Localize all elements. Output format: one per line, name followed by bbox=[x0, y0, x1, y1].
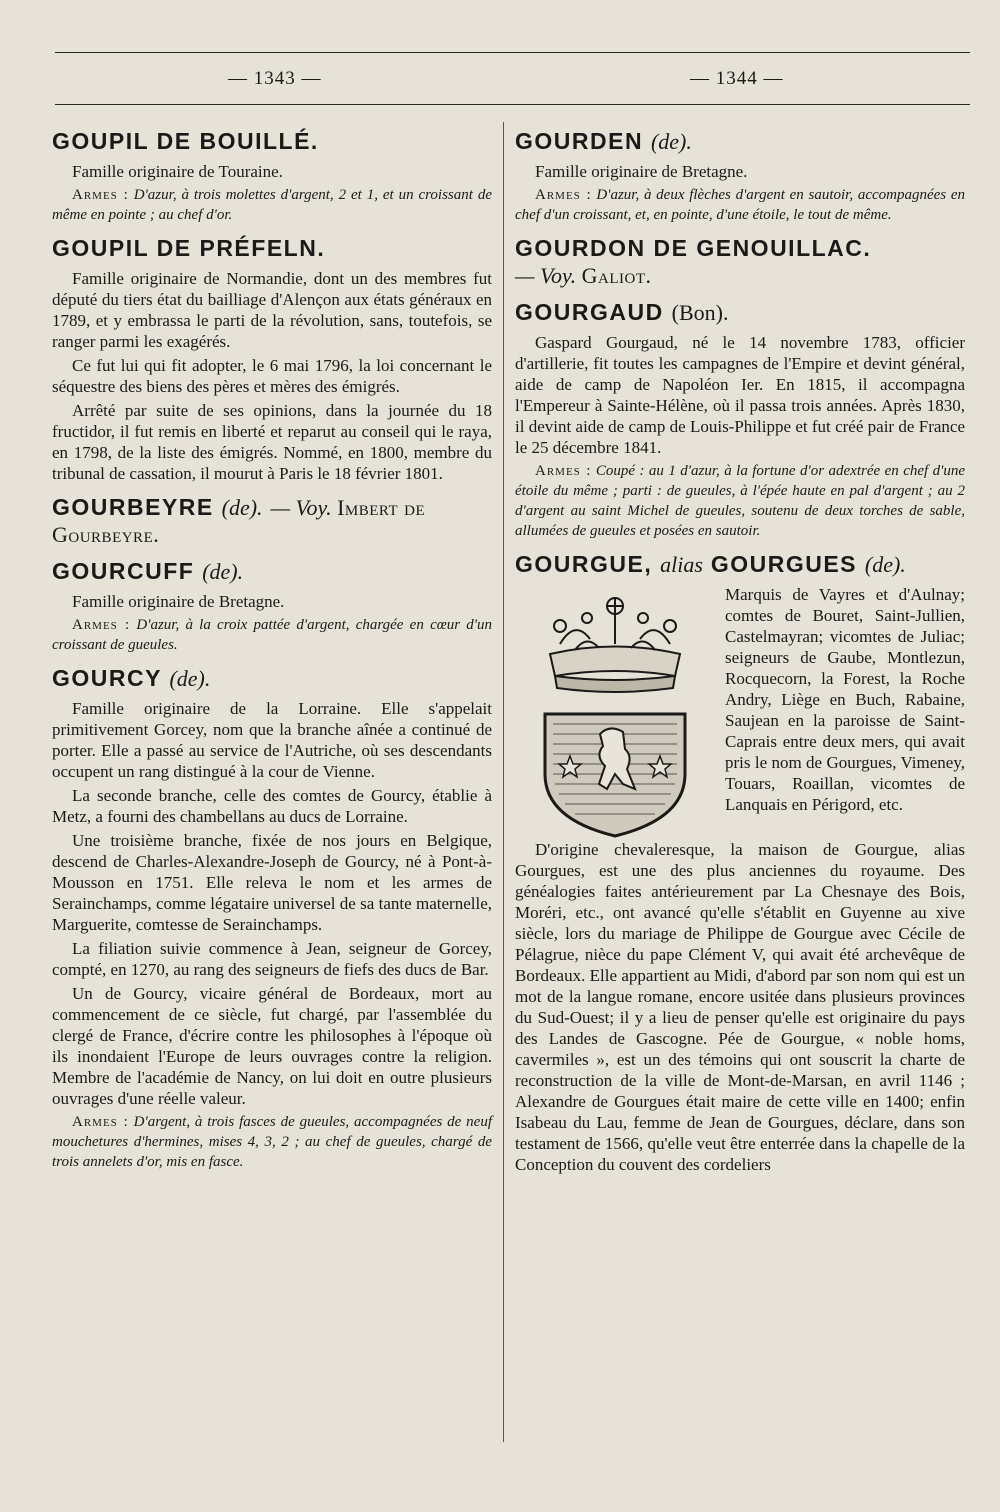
title-name-alt: GOURGUES bbox=[710, 551, 857, 577]
title-name: GOURCUFF bbox=[52, 558, 195, 584]
entry-paragraph: Une troisième branche, fixée de nos jours en Belgique, descend de Charles-Alexandre-Joseph de Gourcy, né à Pont-à-Mousson en 1751. Elle releva le nom et les armes de Serainchamps, comme légataire universel de sa tante maternelle, Marguerite, comtesse de Serainchamps. bbox=[52, 831, 492, 934]
entry-gourdon bbox=[515, 235, 965, 289]
entry-arms bbox=[52, 615, 492, 655]
arms-text: D'argent, à trois fasces de gueules, accompagnées de neuf mouchetures d'hermines, mises 4, 3, 2 ; au chef de gueules, chargé de trois annelets d'or, mis en fasce. bbox=[52, 1114, 492, 1170]
entry-gourgaud bbox=[515, 299, 965, 541]
entry-goupil-bouille bbox=[52, 128, 492, 225]
entry-gourgue bbox=[515, 551, 965, 1175]
title-name: GOURCY bbox=[52, 665, 162, 691]
entry-paragraph: Ce fut lui qui fit adopter, le 6 mai 1796, la loi concernant le séquestre des biens des pères et mères des émigrés. bbox=[52, 356, 492, 396]
right-column bbox=[515, 118, 965, 1185]
entry-gourcuff bbox=[52, 558, 492, 655]
coat-of-arms-icon bbox=[515, 584, 715, 839]
entry-paragraph: Famille originaire de la Lorraine. Elle s'appelait primitivement Gorcey, nom que la branche aînée a continué de porter. Elle a passé au service de l'Autriche, où ses descendants occupent un rang distingué à la cour de Vienne. bbox=[52, 699, 492, 781]
entry-arms bbox=[515, 185, 965, 225]
entry-origin: Famille originaire de Bretagne. bbox=[72, 592, 285, 611]
title-particle: (de). bbox=[864, 552, 906, 577]
title-particle: (Bon). bbox=[671, 300, 729, 325]
entry-gourbeyre bbox=[52, 494, 492, 548]
entry-paragraph: La filiation suivie commence à Jean, seigneur de Gorcey, compté, en 1270, au rang des seigneurs de fiefs des ducs de Bar. bbox=[52, 939, 492, 979]
title-name: GOURDON DE GENOUILLAC. bbox=[515, 235, 872, 261]
entry-title bbox=[52, 494, 492, 548]
arms-label: Armes : bbox=[535, 463, 592, 479]
entry-arms bbox=[515, 461, 965, 541]
column-divider bbox=[503, 122, 504, 1442]
voy-target: Imbert de Gourbeyre. bbox=[52, 495, 426, 547]
voy-target: Galiot. bbox=[581, 263, 652, 288]
crest-area bbox=[515, 584, 965, 839]
entry-paragraph: Arrêté par suite de ses opinions, dans la journée du 18 fructidor, il fut remis en liberté et reparut au conseil qui le raya, en 1798, de la liste des émigrés. Nommé, en 1800, membre du tribunal de cassation, il mourut à Paris le 18 février 1801. bbox=[52, 401, 492, 483]
title-particle: (de). bbox=[650, 129, 692, 154]
title-name: GOURGUE, bbox=[515, 551, 653, 577]
entry-arms bbox=[52, 1112, 492, 1172]
titles-text: Marquis de Vayres et d'Aulnay; comtes de Bouret, Saint-Jullien, Castelmayran; vicomtes de Juliac; seigneurs de Gaube, Montlezun, Rocquecorn, la Forest, la Roche Andry, Liège en Buch, Rabaine, Saujean en la paroisse de Saint-Caprais entre deux mers, qui avait pris le nom de Gourgues, Vimeney, Touars, Roaillan, vicomtes de Lanquais en Périgord, etc. bbox=[725, 585, 965, 814]
arms-label: Armes : bbox=[535, 187, 592, 203]
header-rule bbox=[55, 104, 970, 105]
title-name: GOURBEYRE bbox=[52, 494, 214, 520]
entry-title bbox=[52, 665, 492, 692]
entry-title: GOUPIL DE PRÉFELN. bbox=[52, 235, 326, 261]
entry-paragraph: Gaspard Gourgaud, né le 14 novembre 1783, officier d'artillerie, fit toutes les campagnes de l'Empire et devint général, aide de camp de Napoléon Ier. En 1815, il accompagna l'Empereur à Sainte-Hélène, où il passa trois années. Après 1830, il devint aide de camp de Louis-Philippe et fut créé pair de France le 25 décembre 1841. bbox=[515, 333, 965, 457]
entry-origin: Famille originaire de Bretagne. bbox=[535, 162, 748, 181]
arms-text: D'azur, à trois molettes d'argent, 2 et 1, et un croissant de même en pointe ; au chef d'or. bbox=[52, 187, 492, 223]
coat-of-arms-image bbox=[515, 584, 715, 839]
arms-label: Armes : bbox=[72, 617, 131, 633]
title-alias: alias bbox=[660, 552, 703, 577]
entry-origin: Famille originaire de Touraine. bbox=[72, 162, 283, 181]
entry-paragraph: Un de Gourcy, vicaire général de Bordeaux, mort au commencement de ce siècle, fut chargé, par l'assemblée du clergé de France, d'écrire contre les philosophes à l'époque où ils inondaient l'Europe de leurs ouvrages contre la religion. Membre de l'académie de Nancy, on lui doit en outre plusieurs ouvrages d'une réelle valeur. bbox=[52, 984, 492, 1108]
voy-ref bbox=[515, 263, 652, 288]
entry-paragraph: Famille originaire de Normandie, dont un des membres fut député du tiers état du bailliage d'Alençon aux états généraux en 1789, et y embrassa le parti de la révolution, sans, toutefois, se ranger parmi les exagérés. bbox=[52, 269, 492, 351]
arms-label: Armes : bbox=[72, 187, 129, 203]
left-column bbox=[52, 118, 492, 1182]
top-rule bbox=[55, 52, 970, 53]
title-name: GOURGAUD bbox=[515, 299, 664, 325]
title-particle: (de). bbox=[221, 495, 263, 520]
title-particle: (de). bbox=[169, 666, 211, 691]
entry-title bbox=[52, 558, 492, 585]
arms-text: D'azur, à la croix pattée d'argent, chargée en cœur d'un croissant de gueules. bbox=[52, 617, 492, 653]
arms-text: Coupé : au 1 d'azur, à la fortune d'or adextrée en chef d'une étoile du même ; parti : de gueules, à l'épée haute en pal d'argent ; au 2 d'argent au saint Michel de gueules, soutenu de deux torches de sable, allumées de gueules et posées en sautoir. bbox=[515, 463, 965, 539]
entry-title bbox=[515, 551, 965, 578]
voy-label: — Voy. bbox=[270, 495, 332, 520]
left-page-number: — 1343 — bbox=[228, 68, 322, 89]
entry-title bbox=[515, 128, 965, 155]
entry-paragraph: D'origine chevaleresque, la maison de Gourgue, alias Gourgues, est une des plus anciennes du royaume. Des généalogies faites antérieurement par La Chesnaye des Bois, Moréri, etc., ont avancé qu'elle s'établit en Guyenne au xive siècle, lors du mariage de Philippe de Gourgue avec Cécile de Pélagrue, nièce du pape Clément V, qui avait été archevêque de Bordeaux. Elle appartient au Midi, d'abord par son nom qui est un mot de la langue romane, encore usitée dans plusieurs provinces du Sud-Ouest; il y a lieu de penser qu'elle est originaire du pays des Landes de Gascogne. Pée de Gourgue, « noble homs, cavermiles », est un des témoins qui ont souscrit la charte de reconstruction de la ville de Mont-de-Marsan, en avril 1146 ; Alexandre de Gourgues était maire de cette ville en 1400; enfin Isabeau du Lau, femme de Jean de Gourgues, déclare, dans son testament de 1566, qu'elle veut être enterrée dans la chapelle de la Conception du couvent des cordeliers bbox=[515, 840, 965, 1174]
voy-label: — Voy. bbox=[515, 263, 577, 288]
title-particle: (de). bbox=[202, 559, 244, 584]
arms-text: D'azur, à deux flèches d'argent en sautoir, accompagnées en chef d'un croissant, et, en pointe, d'une étoile, le tout de même. bbox=[515, 187, 966, 223]
title-name: GOURDEN bbox=[515, 128, 644, 154]
arms-label: Armes : bbox=[72, 1114, 129, 1130]
entry-goupil-prefeln bbox=[52, 235, 492, 484]
right-page-number: — 1344 — bbox=[690, 68, 784, 89]
entry-title: GOUPIL DE BOUILLÉ. bbox=[52, 128, 319, 154]
entry-arms bbox=[52, 185, 492, 225]
entry-gourden bbox=[515, 128, 965, 225]
entry-title bbox=[515, 299, 965, 326]
entry-gourcy bbox=[52, 665, 492, 1172]
entry-paragraph: La seconde branche, celle des comtes de Gourcy, établie à Metz, a fourni des chambellans au ducs de Lorraine. bbox=[52, 786, 492, 826]
entry-title bbox=[515, 235, 965, 289]
